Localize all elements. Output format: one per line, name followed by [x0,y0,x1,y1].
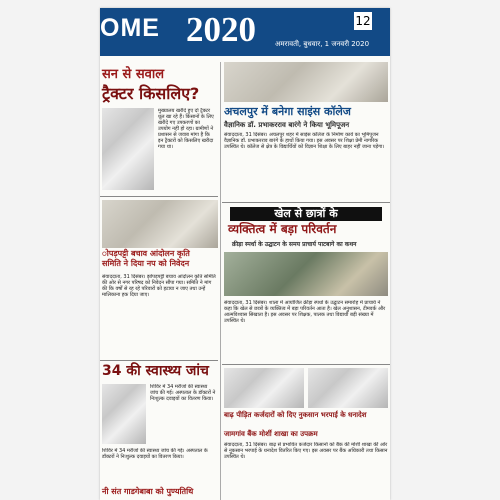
story-headline-line2: समिति ने दिया नप को निवेदन [102,259,190,268]
story-headline-line1: ोपड़पट्टी बचाव आंदोलन कृति [102,249,190,258]
story-photo [308,368,388,408]
divider [100,196,218,197]
story-kicker: सन से सवाल [102,67,165,82]
story-subhead: क्रीड़ा स्पर्धा के उद्घाटन के समय प्राचार्य पाटबागे का कथन [232,241,357,248]
story-body: संवाददाता, 31 दिसंबर। शाला में आयोजित क्रीड़ा स्पर्धा के उद्घाटन समारोह में प्राचार्य ने कहा कि खेल से छात्रों के व्यक्तित्व में बड़ा परिवर्तन आता है। खेल अनुशासन, टीमवर्क और आत्मविश्वास सिखाता है। इस अवसर पर शिक्षक, पालक तथा विद्यार्थी बड़ी संख्या में उपस्थित थे। [224,300,386,324]
story-body: संवाददाता, 31 दिसंबर। झोपड़पट्टी बचाव आंदोलन कृति समिति की ओर से नगर परिषद को निवेदन सौंपा गया। समिति ने मांग की कि वर्षों से रह रहे परिवारों को हटाया न जाए तथा उन्हें मालिकाना हक दिया जाए। [102,274,216,298]
masthead-left-text: OME [100,14,160,42]
divider [100,360,218,361]
story-photo [224,368,304,408]
story-photo [102,200,218,248]
story-photo [102,384,146,444]
masthead-year: 2020 [186,10,256,49]
story-photo [224,252,388,296]
story-subhead: वैज्ञानिक डॉ. प्रभाकरराव बारंगे ने किया भूमिपूजन [224,121,350,129]
divider [222,364,390,365]
story-body: मुख्यालय खरीदे हुए दो ट्रैक्टर धूल खा रहे हैं। किसानों के लिए खरीदे गए उपकरणों का उपयोग नहीं हो रहा। ग्रामीणों ने प्रशासन से जवाब मांगा है कि इन ट्रैक्टरों को किसलिए खरीदा गया था। [158,108,214,150]
story-body-continued: शिविर में 34 मरीजों की स्वास्थ्य जांच की गई। अस्पताल के डॉक्टरों ने निःशुल्क दवाइयों का वितरण किया। [102,448,208,460]
divider [222,202,390,203]
story-headline-line2: व्यक्तित्व में बड़ा परिवर्तन [228,222,337,236]
story-body: संवाददाता, 31 दिसंबर। बाढ़ से प्रभावित कर्जदार किसानों को बैंक की मोर्शी शाखा की ओर से नुकसान भरपाई के धनादेश वितरित किए गए। इस अवसर पर बैंक अधिकारी तथा किसान उपस्थित थे। [224,442,388,460]
story-headline: ट्रैक्टर किसलिए? [102,84,200,103]
page-number: 12 [355,14,371,28]
story-photo [102,108,154,190]
story-headline: अचलपुर में बनेगा साइंस कॉलेज [224,105,351,118]
newspaper-page [100,8,390,500]
story-subhead: जामगांव बैंक मोर्शी शाखा का उपक्रम [224,430,318,438]
story-headline: 34 की स्वास्थ्य जांच [102,363,209,379]
column-divider [220,62,221,500]
story-headline-line1: खेल से छात्रों के [230,207,382,221]
story-body: संवाददाता, 31 दिसंबर। अचलपुर शहर में साइंस कॉलेज के निर्माण कार्य का भूमिपूजन वैज्ञानिक डॉ. प्रभाकरराव बारंगे के हाथों किया गया। इस अवसर पर शिक्षा प्रेमी नागरिक उपस्थित थे। कॉलेज से क्षेत्र के विद्यार्थियों को विज्ञान शिक्षा के लिए बाहर नहीं जाना पड़ेगा। [224,132,385,150]
story-headline: बाढ़ पीड़ित कर्जदारों को दिए नुकसान भरपाई के धनादेश [224,411,367,419]
story-body: शिविर में 34 मरीजों की स्वास्थ्य जांच की गई। अस्पताल के डॉक्टरों ने निःशुल्क दवाइयों का वितरण किया। [150,384,216,402]
story-headline: नी संत गाडगेबाबा को पुण्यतिथि [102,487,194,496]
masthead-dateline: अमरावती, बुधवार, 1 जनवरी 2020 [275,40,370,48]
story-photo [224,62,388,102]
